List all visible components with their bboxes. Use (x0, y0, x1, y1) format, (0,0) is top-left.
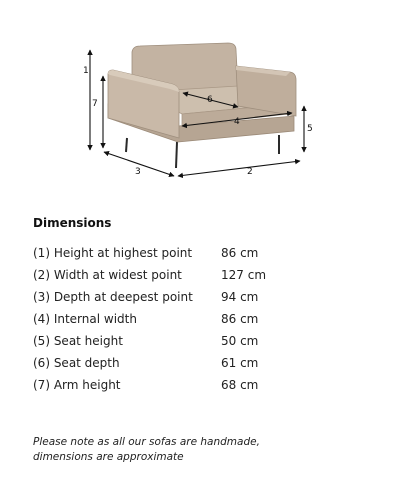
dimension-value: 68 cm (221, 378, 259, 392)
dimension-label: (3) Depth at deepest point (33, 290, 193, 304)
note-line: Please note as all our sofas are handmade, (33, 436, 260, 448)
dimension-value: 94 cm (221, 290, 259, 304)
dimension-value: 127 cm (221, 268, 267, 282)
label-width: 2 (247, 167, 253, 177)
sofa-dimension-figure (0, 0, 400, 190)
list-item (33, 309, 353, 331)
dimensions-list (33, 243, 353, 397)
dimension-label: (2) Width at widest point (33, 268, 182, 282)
dimension-label: (4) Internal width (33, 312, 137, 326)
label-height: 1 (83, 66, 89, 76)
list-item (33, 287, 353, 309)
list-item (33, 243, 353, 265)
dimension-label: (5) Seat height (33, 334, 123, 348)
label-seat-height: 5 (307, 124, 313, 134)
label-internal-width: 4 (234, 117, 240, 127)
note-line: dimensions are approximate (33, 451, 184, 463)
dimension-value: 86 cm (221, 246, 259, 260)
list-item (33, 331, 353, 353)
list-item (33, 265, 353, 287)
dimension-label: (1) Height at highest point (33, 246, 193, 260)
dimension-value: 86 cm (221, 312, 259, 326)
label-seat-depth: 6 (207, 95, 213, 105)
sofa-illustration (0, 0, 400, 190)
dimensions-heading: Dimensions (33, 216, 112, 230)
dimension-value: 50 cm (221, 334, 259, 348)
label-arm-height: 7 (92, 99, 98, 109)
list-item (33, 375, 353, 397)
handmade-note (33, 435, 373, 465)
list-item (33, 353, 353, 375)
label-depth: 3 (135, 167, 141, 177)
dimension-label: (6) Seat depth (33, 356, 120, 370)
dimension-value: 61 cm (221, 356, 259, 370)
dimension-label: (7) Arm height (33, 378, 121, 392)
